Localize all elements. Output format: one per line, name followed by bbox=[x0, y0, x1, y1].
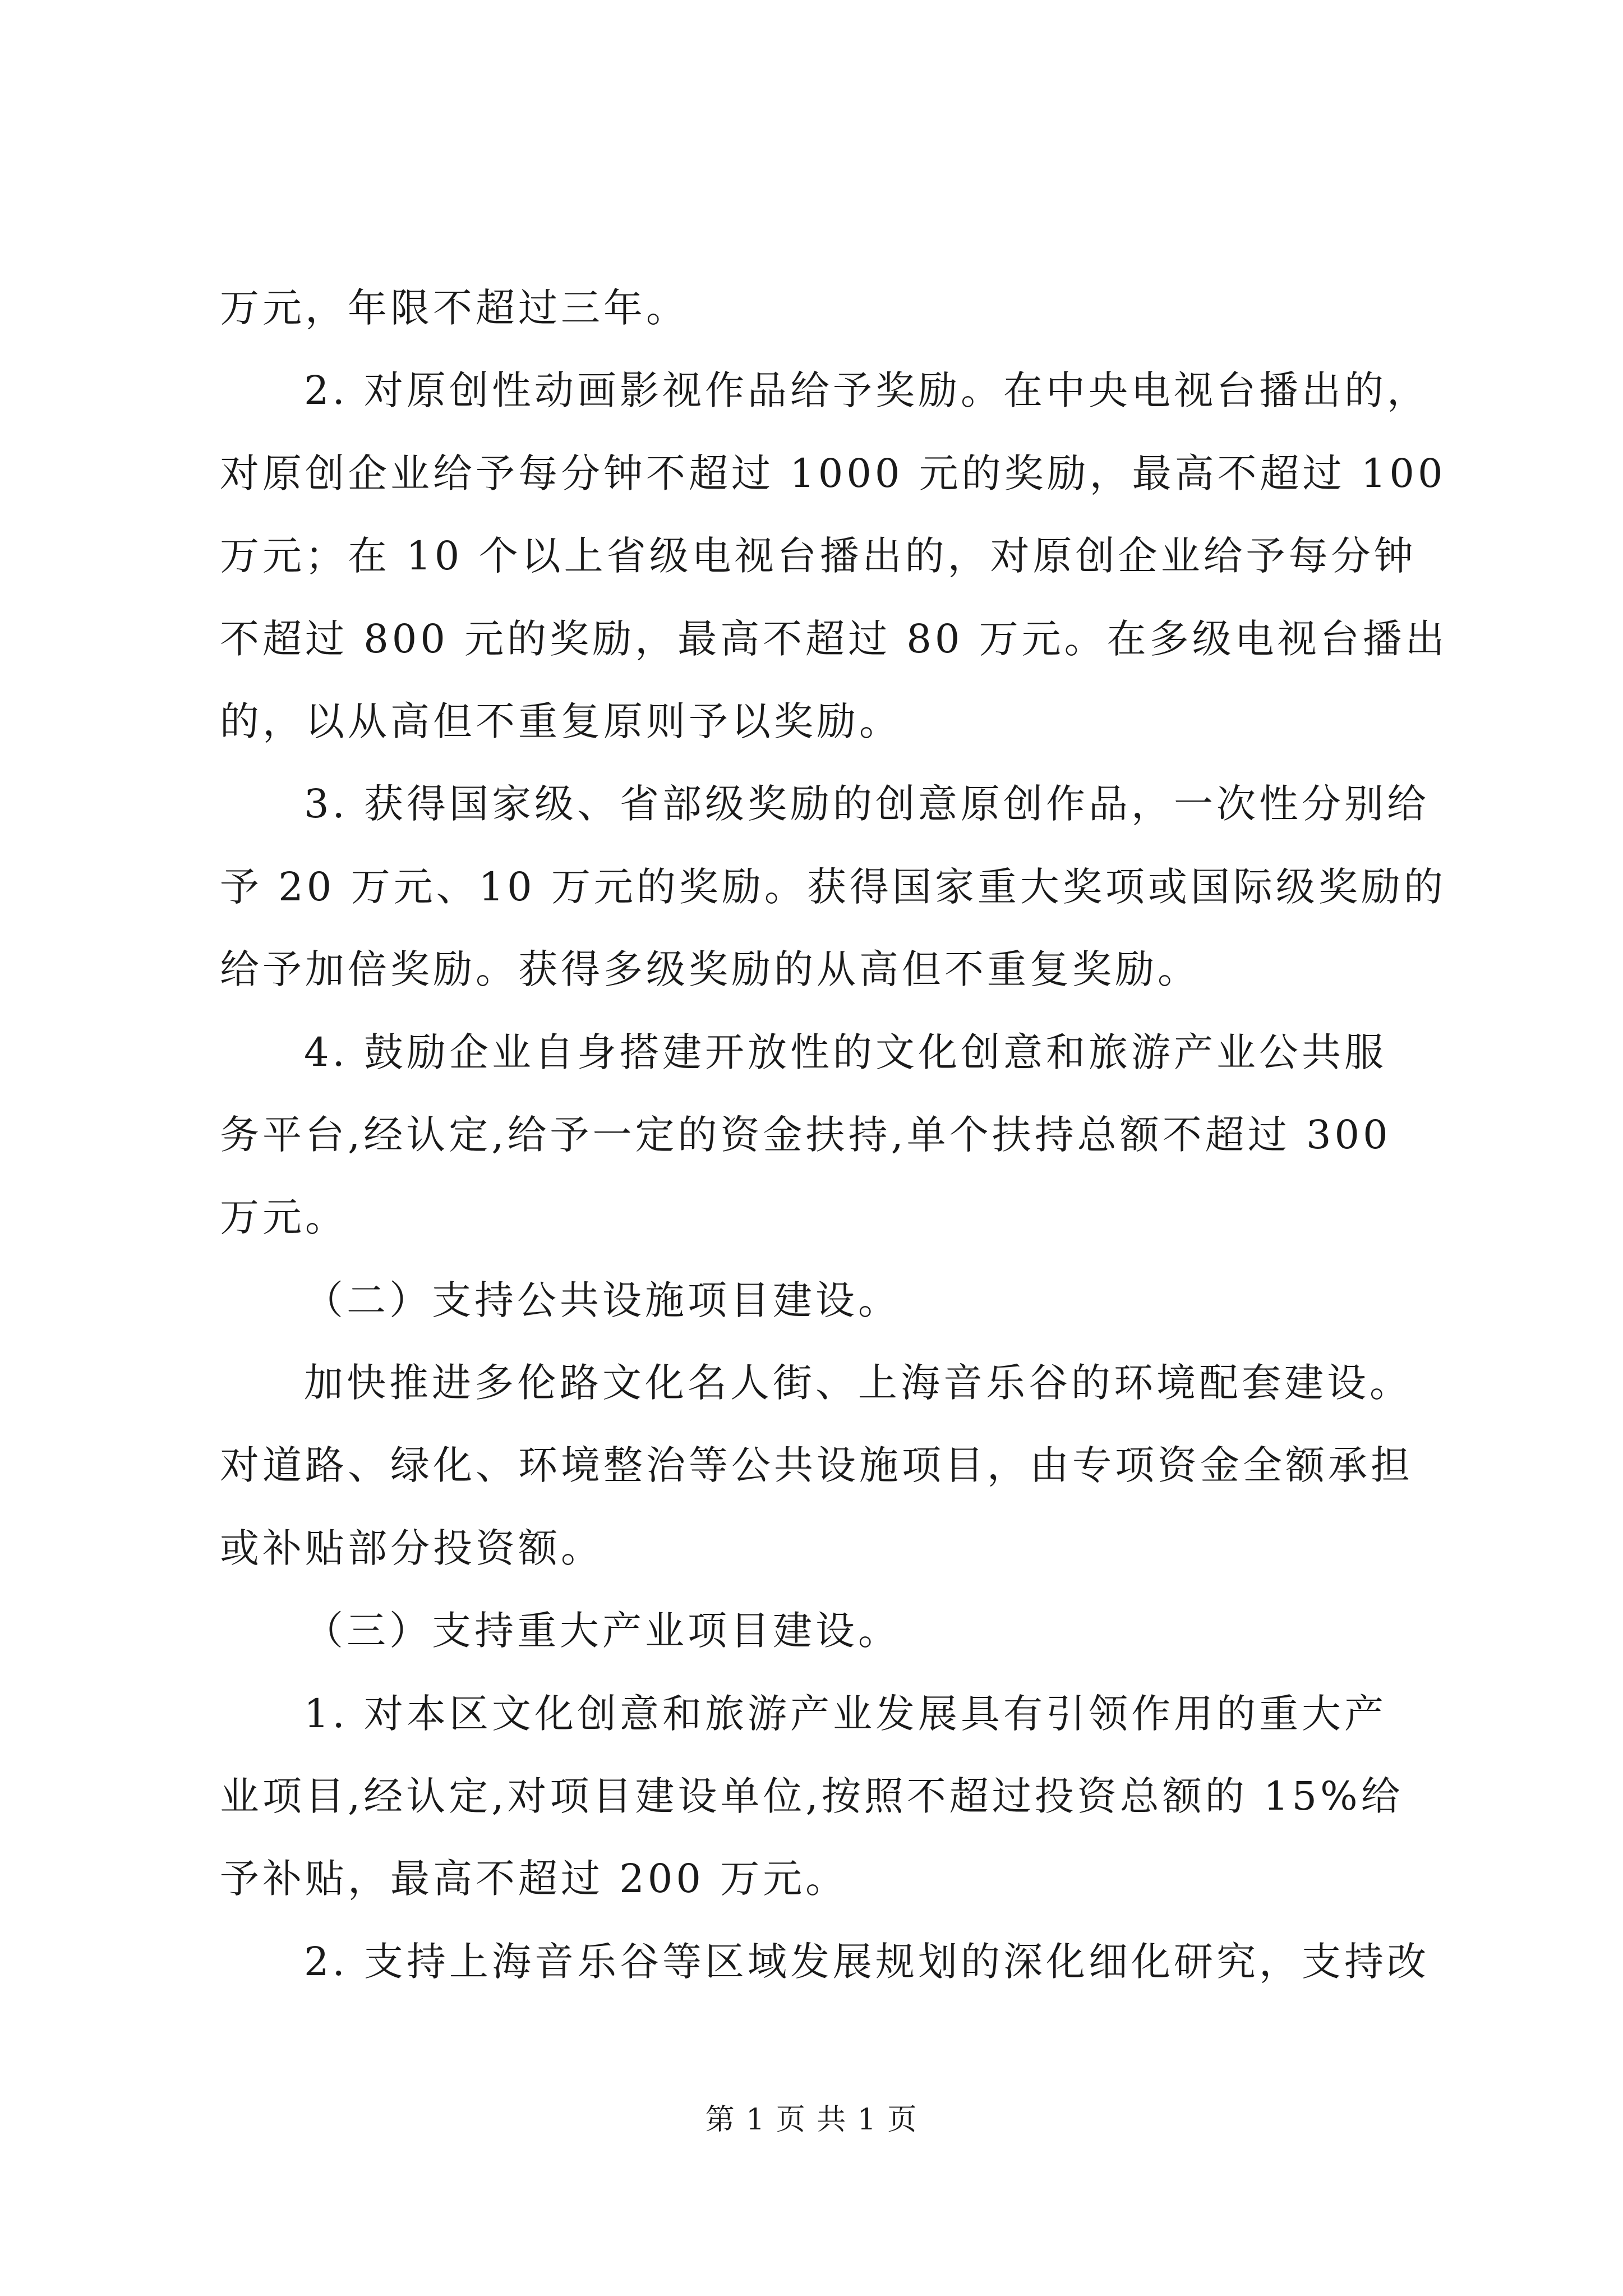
page-number-label: 第 1 页 共 1 页 bbox=[705, 2103, 918, 2137]
body-line: 对道路、绿化、环境整治等公共设施项目，由专项资金全额承担 bbox=[220, 1442, 1413, 1489]
page-footer bbox=[0, 2100, 1623, 2139]
body-line: 不超过 800 元的奖励，最高不超过 80 万元。在多级电视台播出 bbox=[220, 615, 1448, 662]
body-line: 务平台,经认定,给予一定的资金扶持,单个扶持总额不超过 300 bbox=[220, 1111, 1391, 1158]
body-line: 加快推进多伦路文化名人街、上海音乐谷的环境配套建设。 bbox=[304, 1360, 1412, 1406]
body-line: 的，以从高但不重复原则予以奖励。 bbox=[220, 698, 902, 744]
body-line: 4. 鼓励企业自身搭建开放性的文化创意和旅游产业公共服 bbox=[304, 1029, 1387, 1075]
section-heading: （二）支持公共设施项目建设。 bbox=[304, 1277, 901, 1323]
body-line: 万元，年限不超过三年。 bbox=[220, 285, 689, 331]
body-line: 给予加倍奖励。获得多级奖励的从高但不重复奖励。 bbox=[220, 946, 1200, 993]
body-line: 2. 对原创性动画影视作品给予奖励。在中央电视台播出的， bbox=[304, 367, 1430, 414]
section-heading: （三）支持重大产业项目建设。 bbox=[304, 1608, 901, 1654]
body-line: 予 20 万元、10 万元的奖励。获得国家重大奖项或国际级奖励的 bbox=[220, 863, 1446, 910]
body-line: 2. 支持上海音乐谷等区域发展规划的深化细化研究，支持改 bbox=[304, 1938, 1430, 1985]
body-line: 万元；在 10 个以上省级电视台播出的，对原创企业给予每分钟 bbox=[220, 533, 1417, 579]
body-line: 万元。 bbox=[220, 1194, 348, 1241]
body-line: 3. 获得国家级、省部级奖励的创意原创作品，一次性分别给 bbox=[304, 781, 1430, 827]
body-line: 予补贴，最高不超过 200 万元。 bbox=[220, 1856, 849, 1902]
body-line: 对原创企业给予每分钟不超过 1000 元的奖励，最高不超过 100 bbox=[220, 450, 1446, 496]
document-body bbox=[220, 267, 1476, 2003]
body-line: 1. 对本区文化创意和旅游产业发展具有引领作用的重大产 bbox=[304, 1690, 1387, 1737]
body-line: 业项目,经认定,对项目建设单位,按照不超过投资总额的 15%给 bbox=[220, 1773, 1404, 1820]
body-line: 或补贴部分投资额。 bbox=[220, 1525, 603, 1571]
